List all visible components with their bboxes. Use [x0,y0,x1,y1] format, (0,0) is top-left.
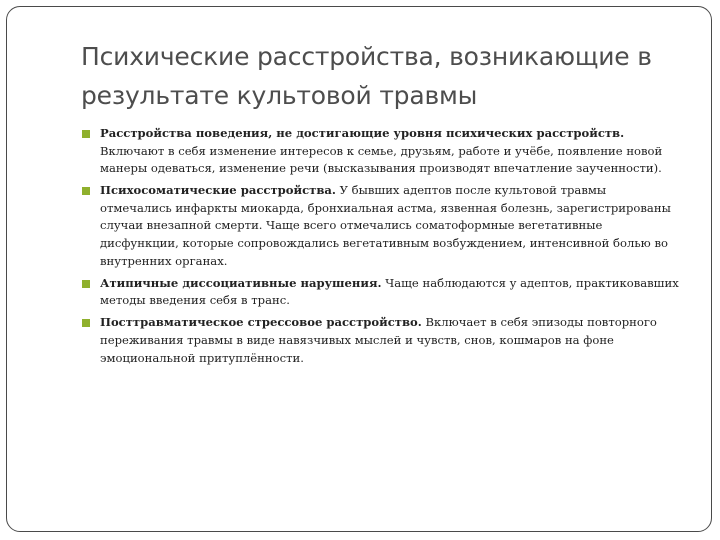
square-bullet-icon [82,130,90,138]
list-item [81,125,681,178]
square-bullet-icon [82,187,90,195]
item-heading: Атипичные диссоциативные нарушения. [100,275,382,290]
item-heading: Посттравматическое стрессовое расстройство. [100,315,422,330]
list-item [81,182,681,270]
slide [6,6,712,532]
list-item [81,314,681,367]
slide-title: Психические расстройства, возникающие в результате культовой травмы [81,42,652,110]
bullet-list [81,125,681,372]
square-bullet-icon [82,280,90,288]
item-heading: Психосоматические расстройства. [100,183,336,198]
list-item [81,275,681,310]
item-text: Чаще наблюдаются у адептов, практиковавших методы введения себя в транс. [100,275,679,308]
item-text: У бывших адептов после культовой травмы отмечались инфаркты миокарда, бронхиальная астма, язвенная болезнь, зарегистрированы случаи внезапной смерти. Чаще всего отмечались соматоформные вегетативные дисфункции, которые сопровождались вегетативным возбуждением, интенсивной болью во внутренних органах. [100,183,671,268]
item-heading: Расстройства поведения, не достигающие уровня психических расстройств. [100,126,625,140]
item-text: Включают в себя изменение интересов к семье, друзьям, работе и учёбе, появление новой манеры одеваться, изменение речи (высказывания производят впечатление заученности). [100,143,663,176]
item-text: Включает в себя эпизоды повторного переживания травмы в виде навязчивых мыслей и чувств, снов, кошмаров на фоне эмоциональной притуплённости. [100,315,657,365]
square-bullet-icon [82,319,90,327]
